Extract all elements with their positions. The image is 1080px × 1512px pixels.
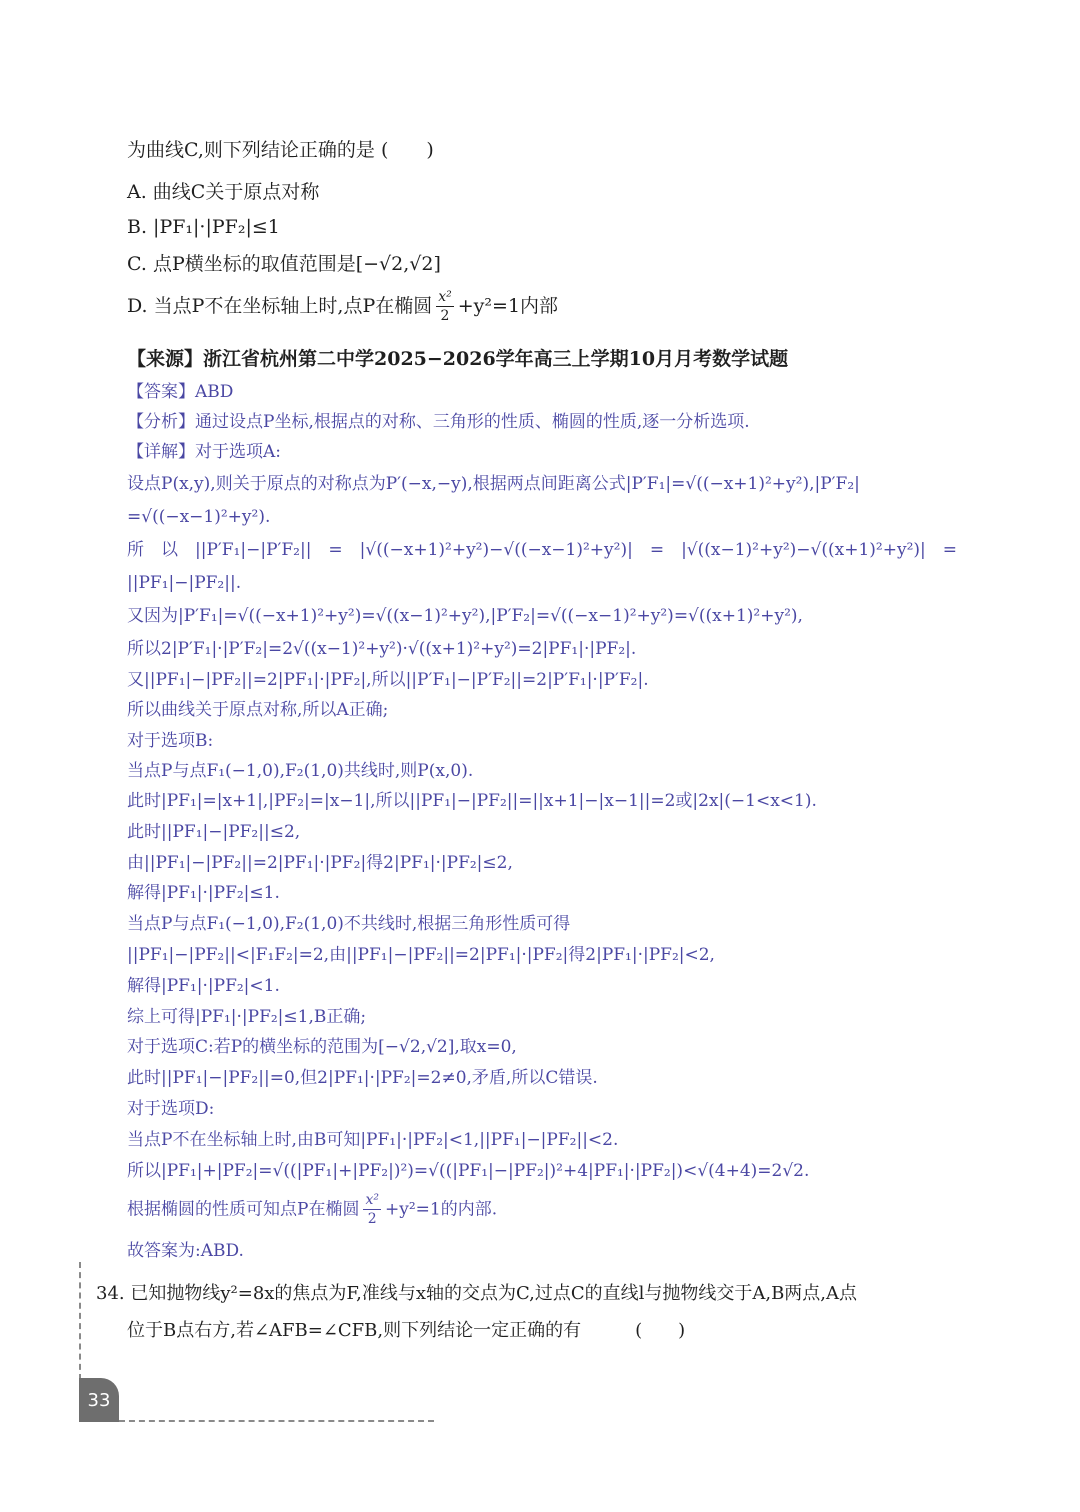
ellipse-fraction [363,1193,381,1226]
ellipse-prefix: 根据椭圆的性质可知点P在椭圆 [127,1199,360,1220]
solution-line: 对于选项B: [127,731,214,751]
solution-line: =√((−x−1)²+y²). [127,507,271,527]
solution-line: 解得|PF₁|·|PF₂|<1. [127,976,280,996]
solution-line: ||PF₁|−|PF₂||<|F₁F₂|=2,由||PF₁|−|PF₂||=2|PF₁|·|PF₂|得2|PF₁|·|PF₂|<2, [127,945,715,965]
page-number-tab [79,1378,119,1422]
option-d [127,290,558,323]
option-d-denominator: 2 [440,308,450,324]
page-number: 33 [87,1389,111,1411]
solution-line: 【详解】对于选项A: [127,442,282,462]
option-a: A. 曲线C关于原点对称 [127,181,320,203]
question-stem: 为曲线C,则下列结论正确的是 ( ) [127,139,434,161]
answer-line: 【答案】ABD [127,382,234,402]
solution-line: 对于选项D: [127,1099,215,1119]
solution-line: 当点P与点F₁(−1,0),F₂(1,0)共线时,则P(x,0). [127,761,474,781]
margin-dashed-vertical [79,1262,81,1380]
next-question-line1: 34. 已知抛物线y²=8x的焦点为F,准线与x轴的交点为C,过点C的直线l与抛物线交于A,B两点,A点 [96,1283,858,1304]
solution-line: 由||PF₁|−|PF₂||=2|PF₁|·|PF₂|得2|PF₁|·|PF₂|≤2, [127,853,513,873]
ellipse-denominator: 2 [367,1211,377,1227]
solution-line: 此时||PF₁|−|PF₂||≤2, [127,822,301,842]
solution-line: 此时||PF₁|−|PF₂||=0,但2|PF₁|·|PF₂|=2≠0,矛盾,所以C错误. [127,1068,598,1088]
solution-line: 所以2|P′F₁|·|P′F₂|=2√((x−1)²+y²)·√((x+1)²+y²)=2|PF₁|·|PF₂|. [127,639,637,659]
solution-line: 所 以 ||P′F₁|−|P′F₂|| = |√((−x+1)²+y²)−√((−x−1)²+y²)| = |√((x−1)²+y²)−√((x+1)²+y²)| = [127,540,957,560]
option-d-prefix: D. 当点P不在坐标轴上时,点P在椭圆 [127,295,433,318]
margin-dashed-horizontal [119,1420,434,1422]
source-line: 【来源】浙江省杭州第二中学2025−2026学年高三上学期10月月考数学试题 [127,348,789,370]
solution-line: 又因为|P′F₁|=√((−x+1)²+y²)=√((x−1)²+y²),|P′F₂|=√((−x−1)²+y²)=√((x+1)²+y²), [127,606,803,626]
ellipse-suffix: +y²=1的内部. [384,1199,498,1220]
solution-line: 当点P不在坐标轴上时,由B可知|PF₁|·|PF₂|<1,||PF₁|−|PF₂||<2. [127,1130,619,1150]
final-answer: 故答案为:ABD. [127,1241,244,1261]
option-d-fraction [436,290,454,323]
option-c: C. 点P横坐标的取值范围是[−√2,√2] [127,253,441,275]
solution-line: 当点P与点F₁(−1,0),F₂(1,0)不共线时,根据三角形性质可得 [127,914,571,934]
ellipse-numerator: x² [365,1192,379,1208]
solution-line: 此时|PF₁|=|x+1|,|PF₂|=|x−1|,所以||PF₁|−|PF₂||=||x+1|−|x−1||=2或|2x|(−1<x<1). [127,791,817,811]
solution-line: 设点P(x,y),则关于原点的对称点为P′(−x,−y),根据两点间距离公式|P′F₁|=√((−x+1)²+y²),|P′F₂| [127,474,860,494]
option-d-numerator: x² [438,289,452,305]
option-b: B. |PF₁|·|PF₂|≤1 [127,216,280,238]
solution-line: ||PF₁|−|PF₂||. [127,573,242,593]
ellipse-line [127,1193,497,1226]
solution-line: 所以曲线关于原点对称,所以A正确; [127,700,389,720]
solution-line: 综上可得|PF₁|·|PF₂|≤1,B正确; [127,1007,367,1027]
next-question-line2: 位于B点右方,若∠AFB=∠CFB,则下列结论一定正确的有 ( ) [127,1320,686,1341]
option-d-suffix: +y²=1内部 [457,295,559,318]
solution-line: 解得|PF₁|·|PF₂|≤1. [127,883,280,903]
solution-line: 对于选项C:若P的横坐标的范围为[−√2,√2],取x=0, [127,1037,517,1057]
solution-line: 所以|PF₁|+|PF₂|=√((|PF₁|+|PF₂|)²)=√((|PF₁|−|PF₂|)²+4|PF₁|·|PF₂|)<√(4+4)=2√2. [127,1161,810,1181]
analysis-line: 【分析】通过设点P坐标,根据点的对称、三角形的性质、椭圆的性质,逐一分析选项. [127,412,750,432]
solution-line: 又||PF₁|−|PF₂||=2|PF₁|·|PF₂|,所以||P′F₁|−|P′F₂||=2|P′F₁|·|P′F₂|. [127,670,649,690]
